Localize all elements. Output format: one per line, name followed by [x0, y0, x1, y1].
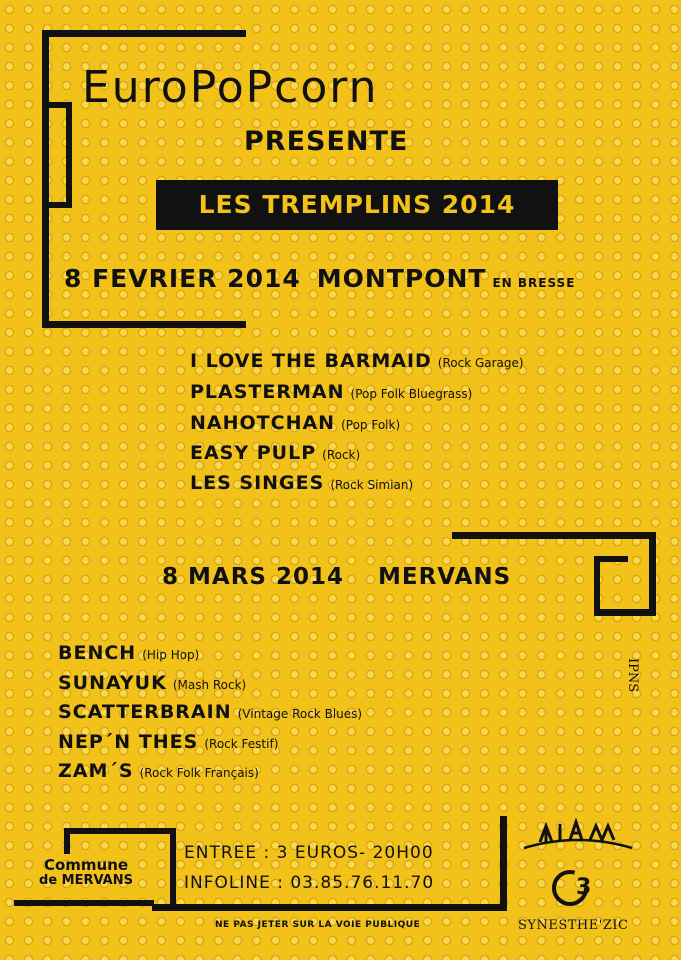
- frame-bottom-left-v2: [170, 828, 176, 910]
- band-genre: (Vintage Rock Blues): [237, 707, 363, 721]
- frame-bottom-left-h2: [14, 900, 154, 906]
- frame-bottom-left-h: [64, 828, 176, 834]
- miam-logo-graphic: [520, 818, 636, 854]
- frame-inner-left-v: [66, 102, 72, 208]
- synesthezic-logo-graphic: [548, 860, 608, 914]
- frame-mid-right-v2: [594, 556, 600, 612]
- band-genre: (Rock Folk Français): [139, 766, 259, 780]
- band-name: SCATTERBRAIN: [58, 701, 232, 723]
- lineup2-item: [58, 642, 199, 664]
- lineup1-item: [190, 381, 472, 403]
- band-genre: (Rock Simian): [330, 478, 414, 492]
- commune-line1: Commune: [43, 856, 129, 874]
- lineup2-item: [58, 672, 246, 694]
- frame-mid-right-v: [649, 532, 656, 616]
- synesthezic-label: SYNESTHE'ZIC: [518, 918, 629, 933]
- commune-line2: de MERVANS: [39, 873, 133, 888]
- lineup2-item: [58, 701, 362, 723]
- ipns-label: IPNS: [625, 658, 640, 693]
- lineup2-item: [58, 760, 259, 782]
- commune-label: [24, 857, 148, 889]
- lineup2-item: [58, 731, 278, 753]
- band-name: NEP´N THES: [58, 731, 199, 753]
- presente-label: PRESENTE: [244, 126, 409, 157]
- frame-mid-right-h2: [594, 609, 656, 616]
- band-name: BENCH: [58, 642, 137, 664]
- date1-date: 8 FEVRIER 2014: [64, 264, 301, 293]
- date2-place: MERVANS: [378, 564, 512, 590]
- synesthezic-logo: [548, 860, 608, 914]
- frame-mid-right-h3: [594, 556, 628, 562]
- frame-inner-left-h2: [44, 202, 72, 208]
- frame-bottom-right-v: [500, 816, 507, 911]
- band-genre: (Rock): [322, 448, 361, 462]
- entree-info: ENTREE : 3 EUROS- 20H00: [184, 843, 434, 863]
- frame-mid-right-h: [452, 532, 656, 539]
- lineup1-item: [190, 472, 413, 494]
- footer-notice: NE PAS JETER SUR LA VOIE PUBLIQUE: [215, 920, 421, 930]
- event-name: LES TREMPLINS 2014: [198, 190, 516, 219]
- band-genre: (Pop Folk): [341, 418, 401, 432]
- lineup1-item: [190, 442, 360, 464]
- date1-place: MONTPONT: [316, 264, 487, 293]
- infoline-info: INFOLINE : 03.85.76.11.70: [184, 873, 435, 893]
- date2-date: 8 MARS 2014: [162, 564, 344, 590]
- band-genre: (Pop Folk Bluegrass): [350, 387, 473, 401]
- band-genre: (Rock Garage): [437, 356, 524, 370]
- date1-line: [64, 264, 575, 293]
- date2-line: [162, 564, 511, 590]
- band-name: PLASTERMAN: [190, 381, 345, 403]
- band-name: EASY PULP: [190, 442, 317, 464]
- svg-text:3: 3: [576, 875, 592, 900]
- frame-top-left-h: [42, 30, 246, 37]
- band-name: SUNAYUK: [58, 672, 167, 694]
- miam-logo: [520, 818, 636, 854]
- band-genre: (Mash Rock): [172, 678, 247, 692]
- band-name: I LOVE THE BARMAID: [190, 350, 432, 372]
- lineup1-item: [190, 412, 400, 434]
- frame-top-left-v: [42, 30, 49, 328]
- date1-place-suffix: EN BRESSE: [492, 276, 576, 290]
- poster-title: EuroPoPcorn: [82, 62, 379, 113]
- frame-top-left-bottom-h: [42, 321, 246, 328]
- lineup1-item: [190, 350, 524, 372]
- band-genre: (Hip Hop): [142, 648, 200, 662]
- frame-bottom-h: [152, 904, 506, 911]
- band-genre: (Rock Festif): [204, 737, 279, 751]
- band-name: ZAM´S: [58, 760, 134, 782]
- band-name: NAHOTCHAN: [190, 412, 336, 434]
- band-name: LES SINGES: [190, 472, 325, 494]
